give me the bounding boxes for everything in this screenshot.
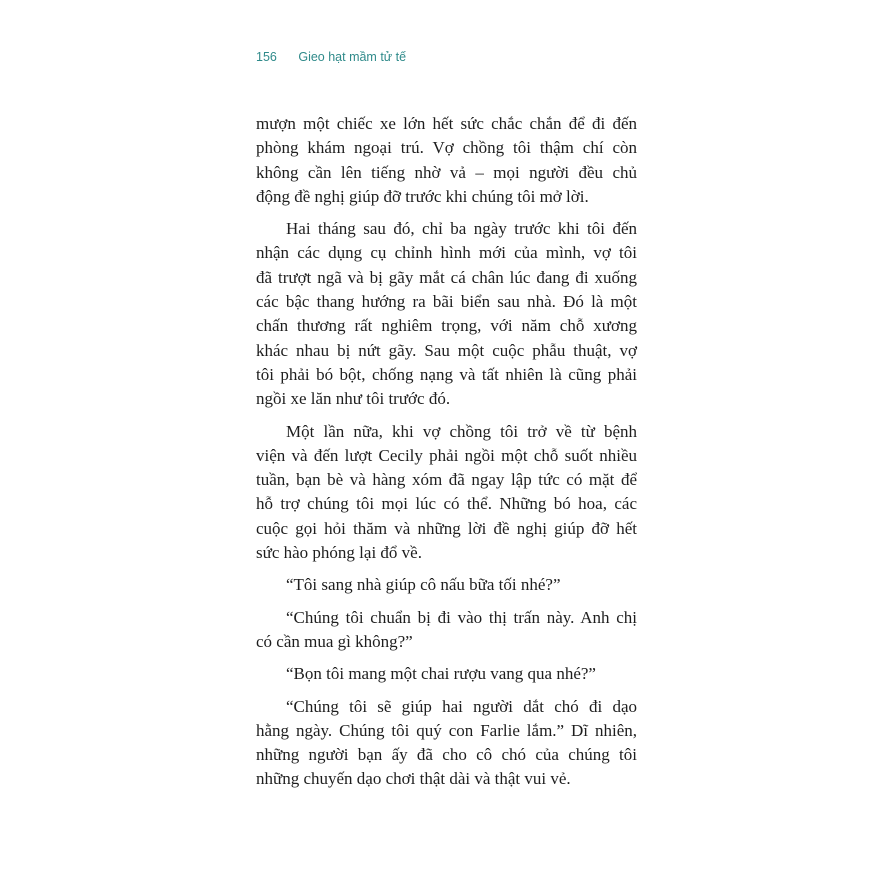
- text-line: khác nhau bị nứt gãy. Sau một cuộc phẫu thuật, vợ: [256, 340, 637, 360]
- text-line: không cần lên tiếng nhờ vả – mọi người đều chủ: [256, 162, 637, 182]
- paragraph: [256, 573, 637, 597]
- text-line: hỗ trợ chúng tôi mọi lúc có thể. Những bó hoa, các: [256, 494, 637, 514]
- text-line: “Bọn tôi mang một chai rượu vang qua nhé?”: [286, 664, 596, 684]
- text-line: viện và đến lượt Cecily phải ngồi một chỗ suốt nhiều: [256, 445, 637, 465]
- text-line: hằng ngày. Chúng tôi quý con Farlie lắm.” Dĩ nhiên,: [256, 720, 637, 740]
- book-title: Gieo hạt mầm tử tế: [298, 50, 407, 64]
- paragraph: [256, 112, 637, 209]
- text-line: các bậc thang hướng ra bãi biển sau nhà. Đó là một: [256, 292, 637, 312]
- text-line: “Tôi sang nhà giúp cô nấu bữa tối nhé?”: [286, 575, 561, 595]
- text-line: những người bạn ấy đã cho cô chó của chúng tôi: [256, 745, 637, 765]
- text-line: Một lần nữa, khi vợ chồng tôi trở về từ bệnh: [286, 421, 637, 441]
- text-line: có cần mua gì không?”: [256, 631, 413, 651]
- paragraph: [256, 606, 637, 655]
- text-line: mượn một chiếc xe lớn hết sức chắc chắn để đi đến: [256, 114, 637, 133]
- paragraph: [256, 217, 637, 411]
- body-text: [256, 112, 637, 800]
- text-line: động đề nghị giúp đỡ trước khi chúng tôi mở lời.: [256, 186, 589, 206]
- text-line: Hai tháng sau đó, chỉ ba ngày trước khi tôi đến: [286, 219, 637, 239]
- text-line: ngồi xe lăn như tôi trước đó.: [256, 389, 451, 409]
- paragraph: [256, 695, 637, 792]
- text-line: chấn thương rất nghiêm trọng, với năm chỗ xương: [256, 316, 637, 336]
- running-header: [256, 50, 406, 64]
- paragraph: [256, 662, 637, 686]
- text-line: nhận các dụng cụ chỉnh hình mới của mình, vợ tôi: [256, 243, 637, 263]
- text-line: cuộc gọi hỏi thăm và những lời đề nghị giúp đỡ hết: [256, 518, 637, 538]
- text-line: những chuyến dạo chơi thật dài và thật vui vẻ.: [256, 769, 571, 789]
- text-line: “Chúng tôi sẽ giúp hai người dắt chó đi dạo: [286, 696, 637, 716]
- text-line: phòng khám ngoại trú. Vợ chồng tôi thậm chí còn: [256, 138, 637, 158]
- paragraph: [256, 420, 637, 566]
- text-line: đã trượt ngã và bị gãy mắt cá chân lúc đang đi xuống: [256, 267, 637, 287]
- text-line: sức hào phóng lại đổ về.: [256, 543, 422, 563]
- text-line: tuần, bạn bè và hàng xóm đã ngay lập tức có mặt để: [256, 470, 637, 490]
- text-line: tôi phải bó bột, chống nạng và tất nhiên là cũng phải: [256, 364, 637, 384]
- page-number: 156: [256, 50, 277, 64]
- text-line: “Chúng tôi chuẩn bị đi vào thị trấn này. Anh chị: [286, 607, 637, 627]
